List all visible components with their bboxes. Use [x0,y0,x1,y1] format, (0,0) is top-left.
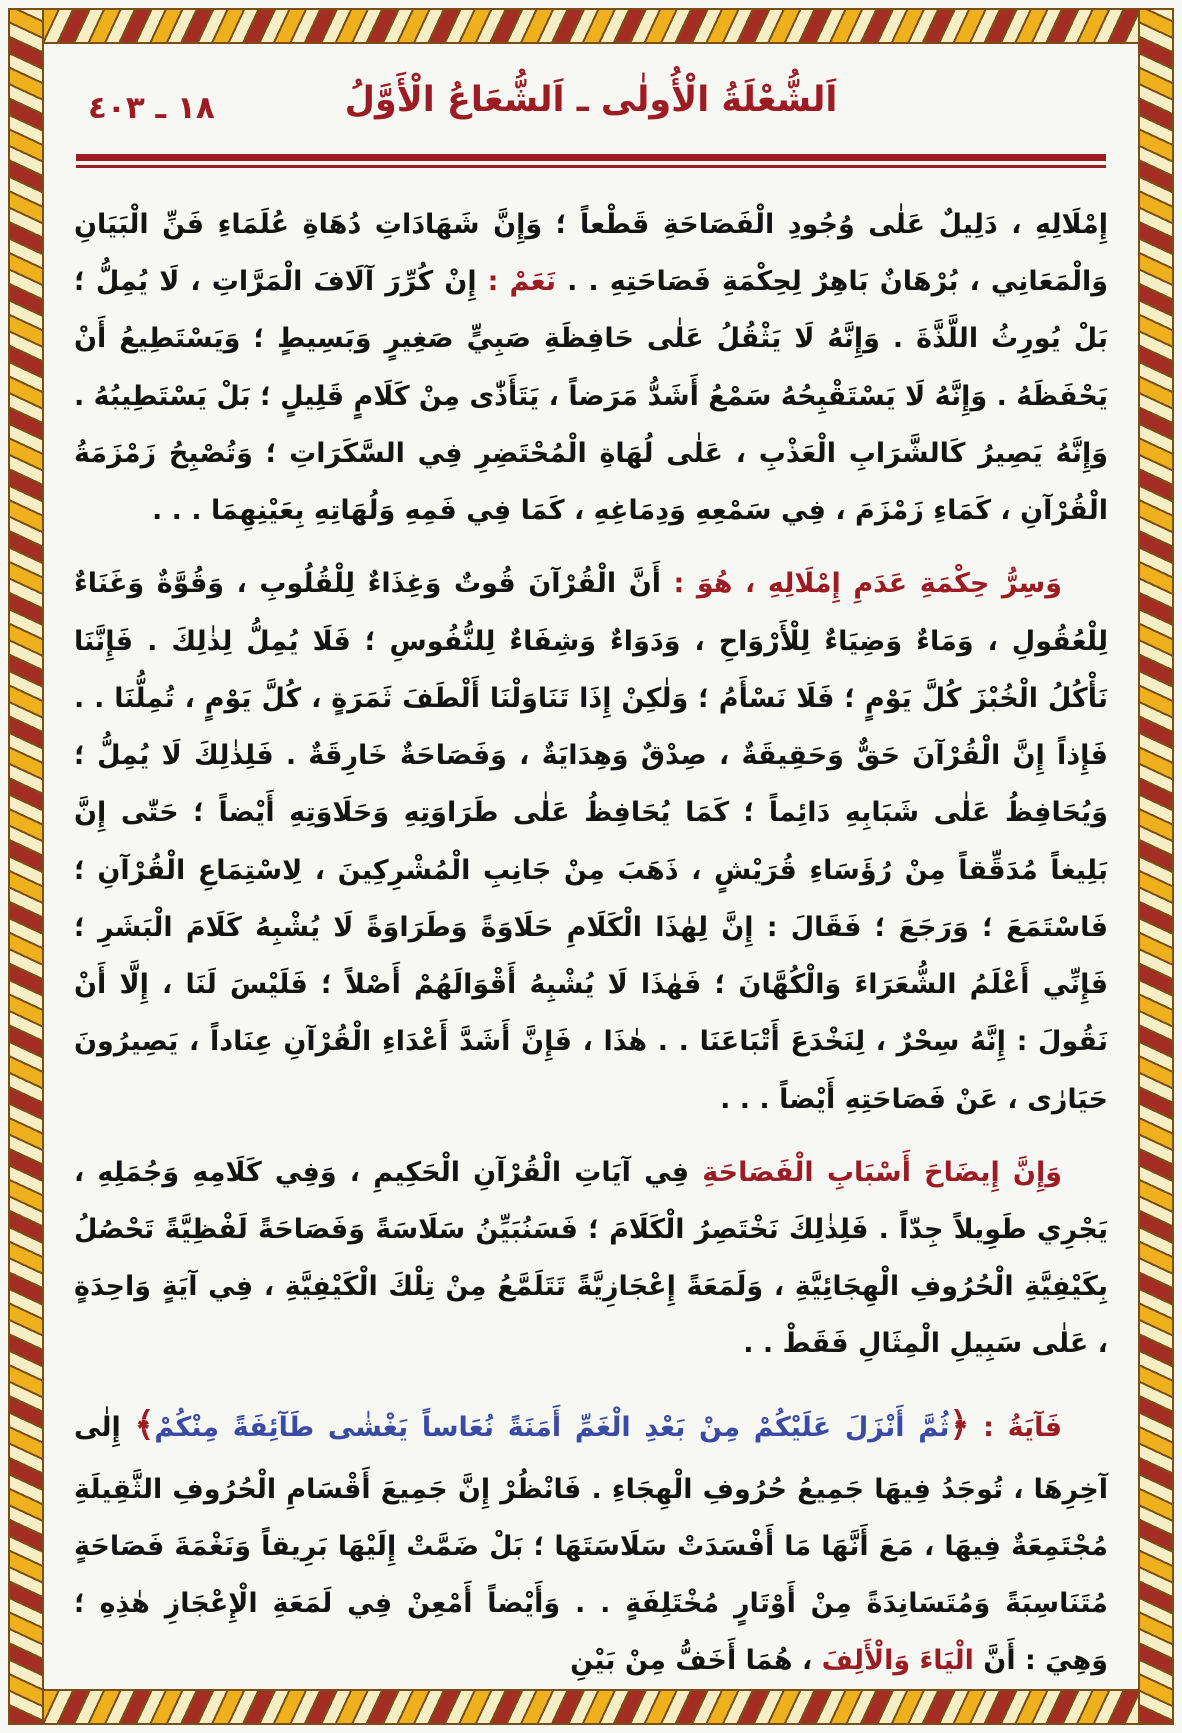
border-ornament-right [1138,8,1174,1725]
text-body [74,196,1108,1687]
emphasis-red: وَسِرُّ حِكْمَةِ عَدَمِ إِمْلَالِهِ ، هُوَ : [661,568,1062,600]
body-text: أَنَّ الْقُرْآنَ قُوتٌ وَغِذَاءٌ لِلْقُلُوبِ ، وَقُوَّةٌ وَغَنَاءٌ لِلْعُقُولِ ، وَمَاءٌ وَضِيَاءٌ لِلْأَرْوَاحِ ، وَدَوَاءٌ وَشِفَاءٌ لِلنُّفُوسِ ؛ فَلَا يُمِلُّ لِذٰلِكَ . فَإِنَّنَا نَأْكُلُ الْخُبْزَ كُلَّ يَوْمٍ ؛ فَلَا نَسْأَمُ ؛ وَلٰكِنْ إِذَا تَنَاوَلْنَا أَلْطَفَ ثَمَرَةٍ ، كُلَّ يَوْمٍ ، تُمِلُّنَا . . فَإِذاً إِنَّ الْقُرْآنَ حَقٌّ وَحَقِيقَةٌ ، صِدْقٌ وَهِدَايَةٌ ، وَفَصَاحَةٌ خَارِقَةٌ . فَلِذٰلِكَ لَا يُمِلُّ ؛ وَيُحَافِظُ عَلٰى شَبَابِهِ دَائِماً ؛ كَمَا يُحَافِظُ عَلٰى طَرَاوَتِهِ وَحَلَاوَتِهِ أَيْضاً ؛ حَتّٰى إِنَّ بَلِيغاً مُدَقِّقاً مِنْ رُؤَسَاءِ قُرَيْشٍ ، ذَهَبَ مِنْ جَانِبِ الْمُشْرِكِينَ ، لِاسْتِمَاعِ الْقُرْآنِ ؛ فَاسْتَمَعَ ؛ وَرَجَعَ ؛ فَقَالَ : إِنَّ لِهٰذَا الْكَلَامِ حَلَاوَةً وَطَرَاوَةً لَا يُشْبِهُ كَلَامَ الْبَشَرِ ؛ فَإِنِّي أَعْلَمُ الشُّعَرَاءَ وَالْكُهَّانَ ؛ فَهٰذَا لَا يُشْبِهُ أَقْوَالَهُمْ أَصْلاً ؛ فَلَيْسَ لَنَا ، إِلَّا أَنْ نَقُولَ : إِنَّهُ سِحْرٌ ، لِنَخْدَعَ أَتْبَاعَنَا . . هٰذَا ، فَإِنَّ أَشَدَّ أَعْدَاءِ الْقُرْآنِ عِنَاداً ، يَصِيرُونَ حَيَارٰى ، عَنْ فَصَاحَتِهِ أَيْضاً . . . [74,568,1108,1115]
verse-closing-bracket: ﴾ [134,1404,155,1445]
paragraph [74,196,1108,539]
body-text: إِمْلَالِهِ ، دَلِيلٌ عَلٰى وُجُودِ الْفَصَاحَةِ قَطْعاً ؛ وَإِنَّ شَهَادَاتِ دُهَاةِ عُلَمَاءِ فَنِّ الْبَيَانِ وَالْمَعَانِي ، بُرْهَانٌ بَاهِرٌ لِحِكْمَةِ فَصَاحَتِهِ . . [74,209,1108,298]
verse-opening-bracket: ﴿ [949,1404,970,1445]
header-divider [76,154,1106,168]
border-ornament-left [8,8,44,1725]
body-text: فِي آيَاتِ الْقُرْآنِ الْحَكِيمِ ، وَفِي كَلَامِهِ وَجُمَلِهِ ، يَجْرِي طَوِيلاً جِدّاً . فَلِذٰلِكَ نَخْتَصِرُ الْكَلَامَ ؛ فَسَنُبَيِّنُ سَلَاسَةً وَفَصَاحَةً لَفْظِيَّةً تَحْصُلُ بِكَيْفِيَّةِ الْحُرُوفِ الْهِجَائِيَّةِ ، وَلَمَعَةً إِعْجَازِيَّةً تَتَلَمَّعُ مِنْ تِلْكَ الْكَيْفِيَّةِ ، فِي آيَةٍ وَاحِدَةٍ ، عَلٰى سَبِيلِ الْمِثَالِ فَقَطْ . . [74,1156,1108,1360]
quran-verse: ثُمَّ أَنْزَلَ عَلَيْكُمْ مِنْ بَعْدِ الْغَمِّ أَمَنَةً نُعَاساً يَغْشٰى طَآئِفَةً مِنْكُمْ [154,1411,950,1443]
border-ornament-top [8,8,1174,44]
page-number: ١٨ ـ ٤٠٣ [88,90,215,126]
divider-thick-line [76,154,1106,161]
page-header [74,72,1108,148]
body-text: إِلٰى آخِرِهَا ، تُوجَدُ فِيهَا جَمِيعُ حُرُوفِ الْهِجَاءِ . فَانْظُرْ إِنَّ جَمِيعَ أَقْسَامِ الْحُرُوفِ الثَّقِيلَةِ مُجْتَمِعَةٌ فِيهَا ، مَعَ أَنَّهَا مَا أَفْسَدَتْ سَلَاسَتَهَا ؛ بَلْ ضَمَّتْ إِلَيْهَا بَرِيقاً وَنَغْمَةَ فَصَاحَةٍ مُتَنَاسِبَةً وَمُتَسَانِدَةً مِنْ أَوْتَارٍ مُخْتَلِفَةٍ . . وَأَيْضاً أَمْعِنْ فِي لَمَعَةِ الْإِعْجَازِ هٰذِهِ ؛ وَهِيَ : أَنَّ [74,1411,1108,1677]
body-text: ، هُمَا أَخَفُّ مِنْ بَيْنِ [570,1645,822,1677]
paragraph [74,555,1108,1127]
emphasis-red: وَإِنَّ إِيضَاحَ أَسْبَابِ الْفَصَاحَةِ [689,1156,1062,1188]
paragraph [74,1389,1108,1687]
emphasis-red: الْيَاءَ وَالْأَلِفَ [821,1645,974,1677]
page-title: اَلشُّعْلَةُ الْأُولٰى ـ اَلشُّعَاعُ الْأَوَّلُ [344,80,838,120]
divider-thin-line [76,165,1106,168]
emphasis-red: نَعَمْ : [476,266,557,298]
paragraph [74,1144,1108,1373]
page-content [46,46,1136,1687]
border-ornament-bottom [8,1689,1174,1725]
body-text: إِنْ كُرِّرَ آلَافَ الْمَرَّاتِ ، لَا يُمِلُّ ؛ بَلْ يُورِثُ اللَّذَّةَ . وَإِنَّهُ لَا يَثْقُلُ عَلٰى حَافِظَةِ صَبِيٍّ صَغِيرٍ وَبَسِيطٍ ؛ وَيَسْتَطِيعُ أَنْ يَحْفَظَهُ . وَإِنَّهُ لَا يَسْتَقْبِحُهُ سَمْعُ أَشَدُّ مَرَضاً ، يَتَأَذّٰى مِنْ كَلَامٍ قَلِيلٍ ؛ بَلْ يَسْتَطِيبُهُ . وَإِنَّهُ يَصِيرُ كَالشَّرَابِ الْعَذْبِ ، عَلٰى لُهَاةِ الْمُحْتَضِرِ فِي السَّكَرَاتِ ؛ وَتُصْبِحُ زَمْزَمَةُ الْقُرْآنِ ، كَمَاءِ زَمْزَمَ ، فِي سَمْعِهِ وَدِمَاغِهِ ، كَمَا فِي فَمِهِ وَلُهَاتِهِ بِعَيْنِهِمَا . . . [74,266,1108,527]
emphasis-red: فَآيَةُ : [969,1411,1063,1443]
